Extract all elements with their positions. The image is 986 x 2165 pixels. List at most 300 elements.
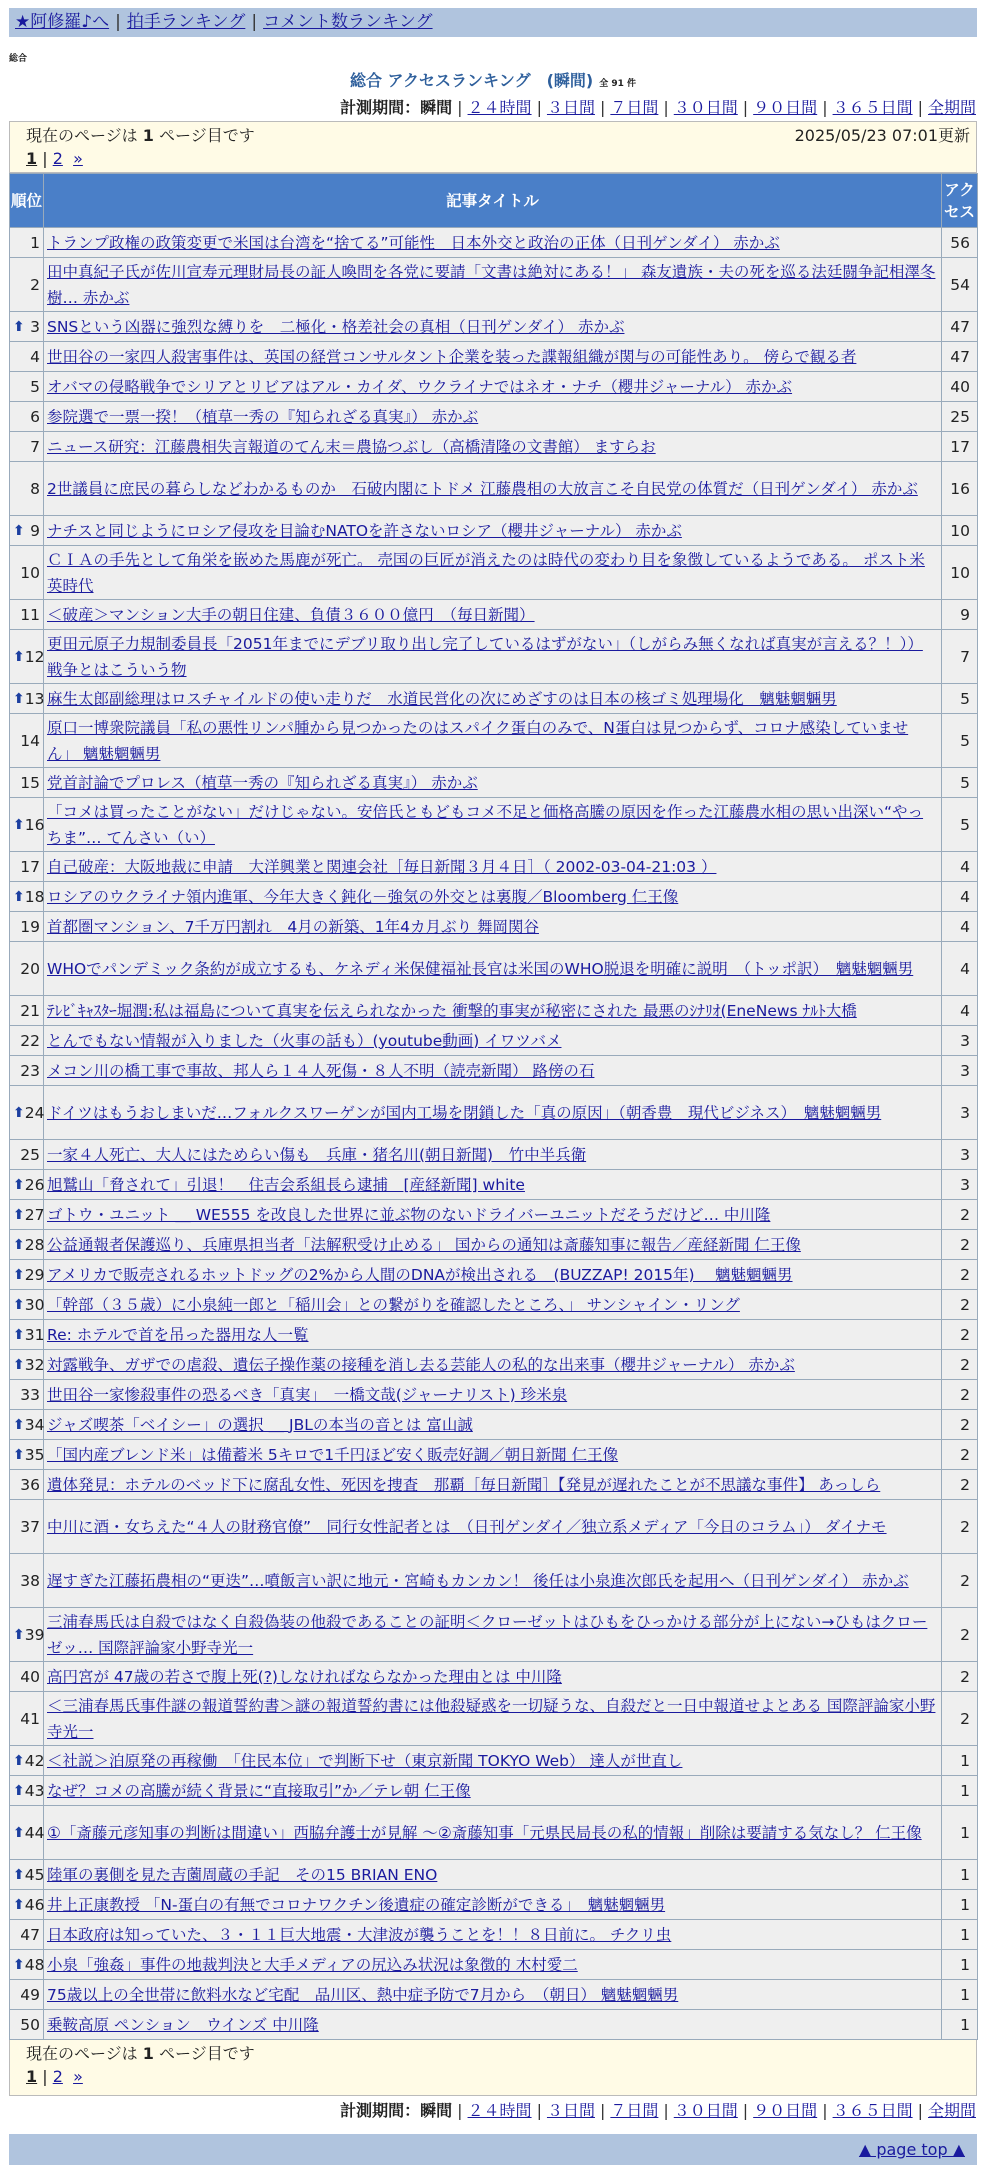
table-row xyxy=(10,912,978,942)
article-link[interactable]: 公益通報者保護巡り、兵庫県担当者「法解釈受け止める」 国からの通知は斎藤知事に報告／産経新聞 仁王像 xyxy=(47,1235,801,1254)
title-cell xyxy=(44,258,942,312)
table-row xyxy=(10,1890,978,1920)
access-count: 16 xyxy=(942,462,978,516)
article-link[interactable]: 2世議員に庶民の暮らしなどわかるものか 石破内閣にトドメ 江藤農相の大放言こそ自民党の体質だ（日刊ゲンダイ） 赤かぶ xyxy=(47,479,918,498)
page-link-current[interactable]: 1 xyxy=(26,149,38,168)
rank-number: 46 xyxy=(24,1895,45,1914)
title-cell xyxy=(44,1290,942,1320)
rank-cell xyxy=(10,1920,44,1950)
period-option[interactable]: ９０日間 xyxy=(753,98,818,117)
rank-cell xyxy=(10,312,44,342)
rank-number: 27 xyxy=(24,1205,45,1224)
total-count: 全 91 件 xyxy=(599,79,637,89)
article-link[interactable]: ゴトウ・ユニット ＿ WE555 を改良した世界に並ぶ物のないドライバーユニットだそうだけど… 中川隆 xyxy=(47,1205,771,1224)
rank-cell xyxy=(10,1056,44,1086)
rank-cell xyxy=(10,402,44,432)
access-count: 3 xyxy=(942,1026,978,1056)
access-count: 2 xyxy=(942,1230,978,1260)
title-cell xyxy=(44,312,942,342)
rank-number: 20 xyxy=(20,959,40,978)
rank-cell xyxy=(10,1692,44,1746)
period-option[interactable]: 全期間 xyxy=(927,98,976,117)
rank-number: 44 xyxy=(24,1823,45,1842)
clap-ranking-link[interactable]: 拍手ランキング xyxy=(126,12,246,32)
period-option[interactable]: ９０日間 xyxy=(753,2101,818,2120)
rank-cell xyxy=(10,1500,44,1554)
rank-up-arrow-icon: ⬆ xyxy=(13,648,25,665)
rank-up-arrow-icon: ⬆ xyxy=(13,888,25,905)
rank-cell xyxy=(10,1230,44,1260)
rank-number: 23 xyxy=(20,1061,40,1080)
rank-up-arrow-icon: ⬆ xyxy=(13,816,25,833)
rank-up-arrow-icon: ⬆ xyxy=(13,1296,25,1313)
table-row xyxy=(10,1776,978,1806)
table-row xyxy=(10,1500,978,1554)
article-link[interactable]: 井上正康教授 「N-蛋白の有無でコロナワクチン後遺症の確定診断ができる」 魑魅魍魎男 xyxy=(47,1895,666,1914)
rank-number: 10 xyxy=(20,563,40,582)
title-cell xyxy=(44,1320,942,1350)
page-title-line xyxy=(9,70,977,95)
rank-cell xyxy=(10,1746,44,1776)
table-row xyxy=(10,1920,978,1950)
footer-bar xyxy=(9,2134,977,2165)
pager-top: 現在のページは 1 ページ目です 2025/05/23 07:01更新 1 | 2 » xyxy=(9,121,977,173)
article-link[interactable]: 麻生太郎副総理はロスチャイルドの使い走りだ 水道民営化の次にめざすのは日本の核ゴミ処理場化 魑魅魍魎男 xyxy=(47,689,837,708)
rank-number: 42 xyxy=(24,1751,45,1770)
access-count: 47 xyxy=(942,342,978,372)
article-link[interactable]: 原口一博衆院議員「私の悪性リンパ腫から見つかったのはスパイク蛋白のみで、N蛋白は見つからず、コロナ感染していません」 魑魅魍魎男 xyxy=(47,718,909,763)
ranking-table xyxy=(9,173,978,2040)
article-link[interactable]: Re: ホテルで首を吊った器用な人一覧 xyxy=(47,1325,309,1344)
title-cell xyxy=(44,1920,942,1950)
access-count: 10 xyxy=(942,546,978,600)
rank-up-arrow-icon: ⬆ xyxy=(13,1356,25,1373)
table-row xyxy=(10,1140,978,1170)
period-option[interactable]: ３日間 xyxy=(546,2101,595,2120)
access-count: 2 xyxy=(942,1290,978,1320)
access-count: 2 xyxy=(942,1662,978,1692)
rank-number: 14 xyxy=(20,731,40,750)
table-row xyxy=(10,258,978,312)
table-row xyxy=(10,798,978,852)
article-link[interactable]: WHOでパンデミック条約が成立するも、ケネディ米保健福祉長官は米国のWHO脱退を明確に説明 （トッポ訳） 魑魅魍魎男 xyxy=(47,959,914,978)
access-count: 3 xyxy=(942,1140,978,1170)
separator: | xyxy=(457,2101,463,2120)
page-link-2[interactable]: 2 xyxy=(52,2067,63,2086)
table-row xyxy=(10,600,978,630)
title-cell xyxy=(44,1026,942,1056)
rank-number: 31 xyxy=(24,1325,45,1344)
article-link[interactable]: ドイツはもうおしまいだ…フォルクスワーゲンが国内工場を閉鎖した「真の原因」（朝香豊 現代ビジネス） 魑魅魍魎男 xyxy=(47,1103,882,1122)
title-cell xyxy=(44,1380,942,1410)
article-link[interactable]: 日本政府は知っていた、３・１１巨大地震・大津波が襲うことを！！８日前に。 チクリ虫 xyxy=(47,1925,672,1944)
next-page-link[interactable]: » xyxy=(73,149,83,168)
period-option: 瞬間 xyxy=(420,2101,453,2120)
title-cell xyxy=(44,2010,942,2040)
rank-number: 3 xyxy=(30,317,40,336)
rank-cell xyxy=(10,516,44,546)
rank-cell xyxy=(10,462,44,516)
rank-up-arrow-icon: ⬆ xyxy=(13,1824,25,1841)
access-count: 1 xyxy=(942,1890,978,1920)
title-cell xyxy=(44,1230,942,1260)
rank-number: 47 xyxy=(20,1925,40,1944)
table-row xyxy=(10,1056,978,1086)
access-count: 3 xyxy=(942,1086,978,1140)
article-link[interactable]: 「幹部（３５歳）に小泉純一郎と「稲川会」との繋がりを確認したところ、」 サンシャイン・リング xyxy=(47,1295,740,1314)
article-link[interactable]: とんでもない情報が入りました（火事の話も）(youtube動画) イワツバメ xyxy=(47,1031,562,1050)
article-link[interactable]: 遺体発見：ホテルのベッド下に腐乱女性、死因を捜査 那覇［毎日新聞］【発見が遅れたことが不思議な事件】 あっしら xyxy=(47,1475,881,1494)
article-link[interactable]: 高円宮が 47歳の若さで腹上死(?)しなければならなかった理由とは 中川隆 xyxy=(47,1667,562,1686)
title-cell xyxy=(44,852,942,882)
title-cell xyxy=(44,1890,942,1920)
rank-cell xyxy=(10,996,44,1026)
table-row xyxy=(10,516,978,546)
article-link[interactable]: SNSという凶器に強烈な縛りを 二極化・格差社会の真相（日刊ゲンダイ） 赤かぶ xyxy=(47,317,625,336)
separator: | xyxy=(599,2101,606,2120)
table-row xyxy=(10,1440,978,1470)
title-cell xyxy=(44,630,942,684)
period-option[interactable]: ３６５日間 xyxy=(832,2101,913,2120)
rank-number: 7 xyxy=(30,437,40,456)
title-cell xyxy=(44,1980,942,2010)
rank-cell xyxy=(10,1410,44,1440)
page-link-current[interactable]: 1 xyxy=(26,2067,38,2086)
rank-cell xyxy=(10,1806,44,1860)
article-link[interactable]: 「コメは買ったことがない」だけじゃない。安倍氏ともどもコメ不足と価格高騰の原因を作った江藤農水相の思い出深い“やっちま”… てんさい（い） xyxy=(47,802,924,847)
rank-number: 45 xyxy=(24,1865,45,1884)
rank-cell xyxy=(10,1260,44,1290)
title-cell xyxy=(44,1200,942,1230)
table-row xyxy=(10,372,978,402)
rank-number: 40 xyxy=(20,1667,40,1686)
period-label: 計測期間： xyxy=(340,2101,421,2120)
title-cell xyxy=(44,600,942,630)
table-row xyxy=(10,546,978,600)
article-link[interactable]: オバマの侵略戦争でシリアとリビアはアル・カイダ、ウクライナではネオ・ナチ（櫻井ジャーナル） 赤かぶ xyxy=(47,377,793,396)
access-count: 47 xyxy=(942,312,978,342)
rank-up-arrow-icon: ⬆ xyxy=(13,1176,25,1193)
rank-number: 18 xyxy=(24,887,45,906)
title-cell xyxy=(44,996,942,1026)
rank-number: 33 xyxy=(20,1385,40,1404)
title-cell xyxy=(44,912,942,942)
rank-cell xyxy=(10,882,44,912)
page-title: 総合 アクセスランキング (瞬間) xyxy=(349,71,594,90)
rank-up-arrow-icon: ⬆ xyxy=(13,1104,25,1121)
article-link[interactable]: 首都圏マンション、7千万円割れ 4月の新築、1年4カ月ぶり 舞岡関谷 xyxy=(47,917,539,936)
rank-number: 8 xyxy=(30,479,40,498)
article-link[interactable]: 75歳以上の全世帯に飲料水など宅配 品川区、熱中症予防で7月から （朝日） 魑魅魍魎男 xyxy=(47,1985,679,2004)
article-link[interactable]: 党首討論でプロレス（植草一秀の『知られざる真実』） 赤かぶ xyxy=(47,773,478,792)
access-count: 5 xyxy=(942,768,978,798)
period-option[interactable]: ７日間 xyxy=(610,98,659,117)
table-row xyxy=(10,882,978,912)
period-option[interactable]: 全期間 xyxy=(927,2101,976,2120)
article-link[interactable]: 世田谷一家惨殺事件の恐るべき「真実」 一橋文哉(ジャーナリスト) 珍米泉 xyxy=(47,1385,568,1404)
article-link[interactable]: ロシアのウクライナ領内進軍、今年大きく鈍化－強気の外交とは裏腹／Bloomberg 仁王像 xyxy=(47,887,679,906)
rank-number: 50 xyxy=(20,2015,40,2034)
table-row xyxy=(10,432,978,462)
article-link[interactable]: ﾃﾚﾋﾞｷｬｽﾀｰ堀潤:私は福島について真実を伝えられなかった 衝撃的事実が秘密にされた 最悪のｼﾅﾘｵ(EneNews ﾅﾙﾄ大橋 xyxy=(47,1001,857,1020)
rank-number: 37 xyxy=(20,1517,40,1536)
rank-cell xyxy=(10,852,44,882)
table-row xyxy=(10,1692,978,1746)
rank-number: 49 xyxy=(20,1985,40,2004)
access-count: 1 xyxy=(942,2010,978,2040)
rank-number: 4 xyxy=(30,347,40,366)
title-cell xyxy=(44,882,942,912)
period-option[interactable]: ３０日間 xyxy=(673,2101,738,2120)
table-row xyxy=(10,1026,978,1056)
rank-cell xyxy=(10,630,44,684)
access-count: 2 xyxy=(942,1692,978,1746)
table-row xyxy=(10,312,978,342)
separator: | xyxy=(742,2101,749,2120)
title-cell xyxy=(44,1950,942,1980)
title-cell xyxy=(44,462,942,516)
rank-up-arrow-icon: ⬆ xyxy=(13,1236,25,1253)
table-row xyxy=(10,342,978,372)
rank-cell xyxy=(10,1440,44,1470)
rank-cell xyxy=(10,1140,44,1170)
table-row xyxy=(10,942,978,996)
period-option[interactable]: ７日間 xyxy=(610,2101,659,2120)
rank-up-arrow-icon: ⬆ xyxy=(13,1626,25,1643)
table-row xyxy=(10,402,978,432)
rank-up-arrow-icon: ⬆ xyxy=(13,1446,25,1463)
title-cell xyxy=(44,768,942,798)
table-row xyxy=(10,1320,978,1350)
article-link[interactable]: 旭鷲山「脅されて」引退！ 住吉会系組長ら逮捕 [産経新聞] white xyxy=(47,1175,525,1194)
access-count: 2 xyxy=(942,1608,978,1662)
table-row xyxy=(10,1290,978,1320)
access-count: 2 xyxy=(942,1320,978,1350)
title-cell xyxy=(44,372,942,402)
rank-number: 5 xyxy=(30,377,40,396)
rank-cell xyxy=(10,1662,44,1692)
table-row xyxy=(10,1806,978,1860)
article-link[interactable]: 田中真紀子氏が佐川宣寿元理財局長の証人喚問を各党に要請「文書は絶対にある！」 森友遺族・夫の死を巡る法廷闘争記相澤冬樹… 赤かぶ xyxy=(47,262,936,307)
article-link[interactable]: アメリカで販売されるホットドッグの2%から人間のDNAが検出される (BUZZAP! 2015年) 魑魅魍魎男 xyxy=(47,1265,793,1284)
table-row xyxy=(10,1470,978,1500)
period-option[interactable]: ２４時間 xyxy=(467,98,532,117)
separator: | xyxy=(917,2101,923,2120)
access-count: 1 xyxy=(942,1920,978,1950)
title-cell xyxy=(44,1260,942,1290)
table-row xyxy=(10,1608,978,1662)
pager-bottom: 現在のページは 1 ページ目です 1 | 2 » xyxy=(9,2040,977,2096)
top-navigation xyxy=(9,8,977,37)
article-link[interactable]: ①「斎藤元彦知事の判断は間違い」西脇弁護士が見解 ～②斎藤知事「元県民局長の私的情報」削除は要請する気なし？ 仁王像 xyxy=(47,1823,922,1842)
rank-number: 17 xyxy=(20,857,40,876)
access-count: 2 xyxy=(942,1554,978,1608)
rank-cell xyxy=(10,1980,44,2010)
rank-number: 39 xyxy=(24,1625,45,1644)
rank-cell xyxy=(10,684,44,714)
access-count: 9 xyxy=(942,600,978,630)
page-link-2[interactable]: 2 xyxy=(52,149,63,168)
article-link[interactable]: なぜ？コメの高騰が続く背景に“直接取引”か／テレ朝 仁王像 xyxy=(47,1781,471,1800)
article-link[interactable]: 世田谷の一家四人殺害事件は、英国の経営コンサルタント企業を装った諜報組織が関与の可能性あり。 傍らで観る者 xyxy=(47,347,857,366)
column-header-rank: 順位 xyxy=(10,174,44,228)
rank-number: 22 xyxy=(20,1031,40,1050)
table-row xyxy=(10,1950,978,1980)
title-cell xyxy=(44,684,942,714)
rank-cell xyxy=(10,1776,44,1806)
title-cell xyxy=(44,1086,942,1140)
access-count: 7 xyxy=(942,630,978,684)
rank-number: 25 xyxy=(20,1145,40,1164)
title-cell xyxy=(44,1350,942,1380)
access-count: 2 xyxy=(942,1260,978,1290)
access-count: 4 xyxy=(942,852,978,882)
article-link[interactable]: ＜破産＞マンション大手の朝日住建、負債３６００億円 （毎日新聞） xyxy=(47,605,535,624)
table-row xyxy=(10,768,978,798)
rank-cell xyxy=(10,600,44,630)
access-count: 40 xyxy=(942,372,978,402)
period-option: 瞬間 xyxy=(420,98,453,117)
rank-number: 36 xyxy=(20,1475,40,1494)
rank-cell xyxy=(10,2010,44,2040)
rank-number: 34 xyxy=(24,1415,45,1434)
access-count: 4 xyxy=(942,882,978,912)
separator: | xyxy=(822,98,828,117)
title-cell xyxy=(44,1140,942,1170)
article-link[interactable]: ニュース研究：江藤農相失言報道のてん末＝農協つぶし（高橋清隆の文書館） ますらお xyxy=(47,437,656,456)
separator: | xyxy=(742,98,749,117)
article-link[interactable]: 陸軍の裏側を見た吉薗周蔵の手記 その15 BRIAN ENO xyxy=(47,1865,438,1884)
access-count: 10 xyxy=(942,516,978,546)
next-page-link[interactable]: » xyxy=(73,2067,83,2086)
title-cell xyxy=(44,714,942,768)
rank-number: 41 xyxy=(20,1709,40,1728)
rank-cell xyxy=(10,1200,44,1230)
rank-number: 26 xyxy=(24,1175,45,1194)
title-cell xyxy=(44,1608,942,1662)
page-top-link[interactable]: ▲ page top ▲ xyxy=(858,2140,965,2159)
article-link[interactable]: 自己破産：大阪地裁に申請 大洋興業と関連会社［毎日新聞３月４日］（ 2002-03-04-21:03 ） xyxy=(47,857,717,876)
rank-cell xyxy=(10,1026,44,1056)
title-cell xyxy=(44,942,942,996)
article-link[interactable]: ナチスと同じようにロシア侵攻を目論むNATOを許さないロシア（櫻井ジャーナル） 赤かぶ xyxy=(47,521,682,540)
title-cell xyxy=(44,342,942,372)
article-link[interactable]: ＜三浦春馬氏事件謎の報道誓約書＞謎の報道誓約書には他殺疑惑を一切疑うな、自殺だと一日中報道せよとある 国際評論家小野寺光一 xyxy=(47,1696,936,1741)
rank-up-arrow-icon: ⬆ xyxy=(13,1206,25,1223)
period-selector xyxy=(9,95,977,121)
article-link[interactable]: 対露戦争、ガザでの虐殺、遺伝子操作薬の接種を消し去る芸能人の私的な出来事（櫻井ジャーナル） 赤かぶ xyxy=(47,1355,795,1374)
table-row xyxy=(10,1350,978,1380)
column-header-title: 記事タイトル xyxy=(44,174,942,228)
title-cell xyxy=(44,1806,942,1860)
rank-up-arrow-icon: ⬆ xyxy=(13,1896,25,1913)
title-cell xyxy=(44,1440,942,1470)
table-row xyxy=(10,1662,978,1692)
rank-up-arrow-icon: ⬆ xyxy=(13,1866,25,1883)
home-link[interactable]: ★阿修羅♪へ xyxy=(15,12,110,32)
rank-cell xyxy=(10,1554,44,1608)
separator: | xyxy=(536,2101,542,2120)
separator: | xyxy=(457,98,463,117)
article-link[interactable]: 一家４人死亡、大人にはためらい傷も 兵庫・猪名川(朝日新聞) 竹中半兵衛 xyxy=(47,1145,587,1164)
rank-up-arrow-icon: ⬆ xyxy=(13,1266,25,1283)
rank-cell xyxy=(10,546,44,600)
rank-cell xyxy=(10,1470,44,1500)
title-cell xyxy=(44,432,942,462)
rank-cell xyxy=(10,1350,44,1380)
access-count: 2 xyxy=(942,1200,978,1230)
rank-number: 12 xyxy=(24,647,45,666)
article-link[interactable]: ＜社説＞泊原発の再稼働 「住民本位」で判断下せ（東京新聞 TOKYO Web） 達人が世直し xyxy=(47,1751,683,1770)
table-row xyxy=(10,1860,978,1890)
article-link[interactable]: 小泉「強姦」事件の地裁判決と大手メディアの尻込み状況は象徴的 木村愛二 xyxy=(47,1955,578,1974)
rank-up-arrow-icon: ⬆ xyxy=(13,318,25,335)
period-option[interactable]: ３０日間 xyxy=(673,98,738,117)
period-option[interactable]: ３６５日間 xyxy=(832,98,913,117)
article-link[interactable]: 参院選で一票一揆！（植草一秀の『知られざる真実』） 赤かぶ xyxy=(47,407,479,426)
rank-number: 9 xyxy=(30,521,40,540)
article-link[interactable]: 三浦春馬氏は自殺ではなく自殺偽装の他殺であることの証明＜クローゼットはひもをひっかける部分が上にない→ひもはクローゼッ… 国際評論家小野寺光一 xyxy=(47,1612,928,1657)
access-count: 2 xyxy=(942,1440,978,1470)
rank-number: 38 xyxy=(20,1571,40,1590)
title-cell xyxy=(44,1860,942,1890)
article-link[interactable]: メコン川の橋工事で事故、邦人ら１４人死傷・８人不明（読売新聞） 路傍の石 xyxy=(47,1061,595,1080)
rank-number: 15 xyxy=(20,773,40,792)
rank-cell xyxy=(10,228,44,258)
article-link[interactable]: ジャズ喫茶「ベイシー」の選択 ＿ JBLの本当の音とは 富山誠 xyxy=(47,1415,473,1434)
rank-cell xyxy=(10,372,44,402)
breadcrumb: 総合 xyxy=(9,54,28,64)
article-link[interactable]: 更田元原子力規制委員長「2051年までにデブリ取り出し完了しているはずがない」（しがらみ無くなれば真実が言える？！）） 戦争とはこういう物 xyxy=(47,634,923,679)
separator: | xyxy=(917,98,923,117)
article-link[interactable]: 遅すぎた江藤拓農相の“更迭”…噴飯言い訳に地元・宮崎もカンカン！ 後任は小泉進次郎氏を起用へ（日刊ゲンダイ） 赤かぶ xyxy=(47,1571,909,1590)
access-count: 4 xyxy=(942,942,978,996)
article-link[interactable]: トランプ政権の政策変更で米国は台湾を“捨てる”可能性 日本外交と政治の正体（日刊ゲンダイ） 赤かぶ xyxy=(47,233,780,252)
rank-up-arrow-icon: ⬆ xyxy=(13,1326,25,1343)
rank-cell xyxy=(10,942,44,996)
table-row xyxy=(10,1980,978,2010)
rank-cell xyxy=(10,342,44,372)
article-link[interactable]: ＣＩＡの手先として角栄を嵌めた馬鹿が死亡。 売国の巨匠が消えたのは時代の変わり目を象徴しているようである。 ポスト米英時代 xyxy=(47,550,925,595)
separator: | xyxy=(115,12,121,32)
comment-ranking-link[interactable]: コメント数ランキング xyxy=(263,12,433,32)
title-cell xyxy=(44,228,942,258)
rank-number: 13 xyxy=(24,689,45,708)
article-link[interactable]: 中川に酒・女ちえた“４人の財務官僚” 同行女性記者とは （日刊ゲンダイ／独立系メディア「今日のコラム」） ダイナモ xyxy=(47,1517,887,1536)
access-count: 2 xyxy=(942,1470,978,1500)
period-option[interactable]: ３日間 xyxy=(546,98,595,117)
separator: | xyxy=(251,12,258,32)
access-count: 1 xyxy=(942,1746,978,1776)
access-count: 5 xyxy=(942,684,978,714)
rank-number: 29 xyxy=(24,1265,45,1284)
rank-number: 6 xyxy=(30,407,40,426)
period-label: 計測期間： xyxy=(340,98,421,117)
rank-number: 19 xyxy=(20,917,40,936)
article-link[interactable]: 乗鞍高原 ペンション ウインズ 中川隆 xyxy=(47,2015,319,2034)
access-count: 2 xyxy=(942,1500,978,1554)
title-cell xyxy=(44,1170,942,1200)
rank-number: 21 xyxy=(20,1001,40,1020)
period-option[interactable]: ２４時間 xyxy=(467,2101,532,2120)
rank-number: 2 xyxy=(30,275,40,294)
table-row xyxy=(10,228,978,258)
access-count: 2 xyxy=(942,1350,978,1380)
access-count: 17 xyxy=(942,432,978,462)
access-count: 4 xyxy=(942,912,978,942)
rank-number: 28 xyxy=(24,1235,45,1254)
article-link[interactable]: 「国内産ブレンド米」は備蓄米 5キロで1千円ほど安く販売好調／朝日新聞 仁王像 xyxy=(47,1445,619,1464)
